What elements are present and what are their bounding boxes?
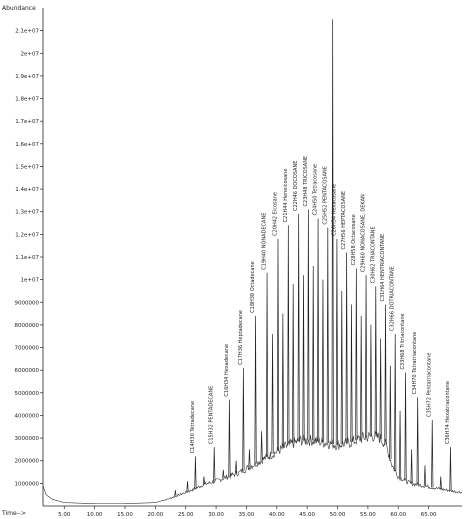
x-tick-label: 5.00 xyxy=(58,512,71,518)
y-tick-label: 8000000 xyxy=(14,322,39,329)
chromatogram-peak xyxy=(327,228,328,444)
y-tick-label: 1.2e+07 xyxy=(15,232,39,239)
chromatogram-peak xyxy=(292,284,293,443)
chromatogram-peak xyxy=(288,225,289,445)
chromatogram-peak xyxy=(272,334,273,454)
chromatogram-peak xyxy=(223,470,224,479)
y-tick-label: 1.8e+07 xyxy=(15,96,39,103)
peak-label: C33H68 Tritriacontane xyxy=(400,313,407,370)
y-tick-label: 9000000 xyxy=(14,300,39,307)
x-tick-label: 30.00 xyxy=(208,512,224,518)
chromatogram-peak xyxy=(394,334,395,471)
x-tick-label: 25.00 xyxy=(177,512,194,518)
peak-label: C29H60 NONACOSANE, DEKAN xyxy=(360,194,367,273)
peak-label: C35H72 Pentatriacontane xyxy=(426,352,433,417)
peak-label: C23H48 TRICOSANE xyxy=(302,155,309,207)
peak-label: C21H44 Heneicosane xyxy=(282,168,289,223)
chromatogram-peak xyxy=(399,411,400,478)
peak-label: C34H70 Tetratriacontane xyxy=(412,331,419,395)
y-tick-label: 2e+07 xyxy=(20,51,39,58)
chromatogram-peak xyxy=(356,268,357,440)
chromatogram-peak xyxy=(298,214,299,441)
chromatogram-peak xyxy=(375,286,376,436)
chromatogram-peak xyxy=(341,291,342,444)
y-axis-title: Abundance xyxy=(2,5,36,12)
peak-label: C24H50 Tetracosane xyxy=(312,163,319,216)
x-tick-label: 20.00 xyxy=(147,512,164,518)
y-tick-label: 3000000 xyxy=(14,436,39,443)
chromatogram-peak xyxy=(351,305,352,442)
x-tick-label: 15.00 xyxy=(117,512,133,518)
peak-label: C25H52 PENTACOSANE xyxy=(322,166,329,225)
y-tick-label: 2000000 xyxy=(14,458,39,465)
chromatogram-peak xyxy=(417,397,418,484)
chromatogram-peak xyxy=(390,366,391,459)
peak-label: C31H64 HENTRIACONTANE xyxy=(379,233,386,302)
chromatogram-peak xyxy=(336,239,337,445)
peak-label: C22H46 DOCOSANE xyxy=(293,160,300,211)
x-tick-label: 60.00 xyxy=(390,512,407,518)
chromatogram-peak xyxy=(370,325,371,436)
y-tick-label: 1.4e+07 xyxy=(15,187,39,194)
chromatogram-peak xyxy=(322,280,323,443)
chromatogram-peak xyxy=(308,209,309,440)
chromatogram-peak xyxy=(266,273,267,457)
x-axis-title: Time--> xyxy=(2,510,27,517)
y-tick-label: 1.6e+07 xyxy=(15,141,39,148)
peak-label: C30H62 TRIACONTANE xyxy=(370,226,377,284)
chromatogram-peak xyxy=(195,456,196,488)
x-tick-label: 45.00 xyxy=(299,512,316,518)
chromatogram-peak xyxy=(317,219,318,442)
y-tick-label: 1000000 xyxy=(14,481,39,488)
chromatogram-peak xyxy=(365,275,366,437)
x-tick-label: 40.00 xyxy=(268,512,285,518)
peak-label: C17H36 Heptadecane xyxy=(237,309,244,365)
y-tick-label: 1e+07 xyxy=(20,277,39,284)
chromatogram-peak xyxy=(203,477,204,485)
x-tick-label: 35.00 xyxy=(238,512,255,518)
x-tick-label: 55.00 xyxy=(360,512,376,518)
chromatogram-peak xyxy=(411,449,412,483)
y-tick-label: 7000000 xyxy=(14,345,39,352)
peak-label: C14H30 Tetradecane xyxy=(189,400,196,454)
y-tick-label: 4000000 xyxy=(14,413,39,420)
chromatogram-peak xyxy=(380,338,381,438)
peak-label: C18H38 Octadecane xyxy=(250,261,257,313)
peak-label: C20H42 Eicosane xyxy=(272,192,279,236)
y-tick-label: 1.5e+07 xyxy=(15,164,39,171)
y-tick-label: 2.1e+07 xyxy=(15,28,39,35)
x-tick-label: 65.00 xyxy=(420,512,437,518)
chromatogram-peak xyxy=(243,368,244,470)
chromatogram-peak xyxy=(385,305,386,445)
peak-label: C15H32 PENTADECANE xyxy=(208,385,215,445)
chromatogram-peak xyxy=(187,481,188,492)
x-tick-label: 10.00 xyxy=(86,512,103,518)
chromatogram-peak xyxy=(313,266,314,440)
peak-label: C32H66 DOTRIACONTANE xyxy=(389,266,396,331)
chromatogram-peak xyxy=(440,477,441,489)
chromatogram-peak xyxy=(261,431,262,460)
chromatogram-peak xyxy=(432,420,433,487)
y-tick-label: 6000000 xyxy=(14,368,39,375)
chromatogram-peak xyxy=(175,490,176,496)
y-tick-label: 1.7e+07 xyxy=(15,119,39,126)
chromatogram-peak xyxy=(249,449,250,467)
chromatogram-peak xyxy=(405,372,406,480)
chromatogram-peak xyxy=(214,447,215,481)
chromatogram-peak xyxy=(229,400,230,477)
peak-label: C26H54 Hexacosane xyxy=(331,183,338,236)
chromatogram-peak xyxy=(424,465,425,486)
peak-label: C28H58 Octacosane xyxy=(350,214,357,266)
y-tick-label: 5000000 xyxy=(14,390,39,397)
chromatogram-peak xyxy=(360,316,361,438)
peaks xyxy=(175,19,452,496)
chromatogram-peak xyxy=(255,316,256,464)
peak-label: C19H40 NONADECANE xyxy=(261,212,268,270)
chromatogram-peak xyxy=(450,447,451,491)
chromatogram-peak xyxy=(303,275,304,440)
x-tick-label: 50.00 xyxy=(329,512,346,518)
peak-label: C16H34 Hexadecane xyxy=(223,343,230,397)
chromatogram-peak xyxy=(282,314,283,449)
chromatogram-peak xyxy=(277,239,278,451)
peak-label: C27H56 HEPTACOSANE xyxy=(341,190,348,250)
chromatogram-peak xyxy=(346,252,347,443)
y-tick-label: 1.9e+07 xyxy=(15,73,39,80)
y-tick-label: 1.3e+07 xyxy=(15,209,39,216)
y-tick-label: 1.1e+07 xyxy=(15,255,39,261)
peak-label: C36H74 Hexatriacontane xyxy=(444,381,451,445)
